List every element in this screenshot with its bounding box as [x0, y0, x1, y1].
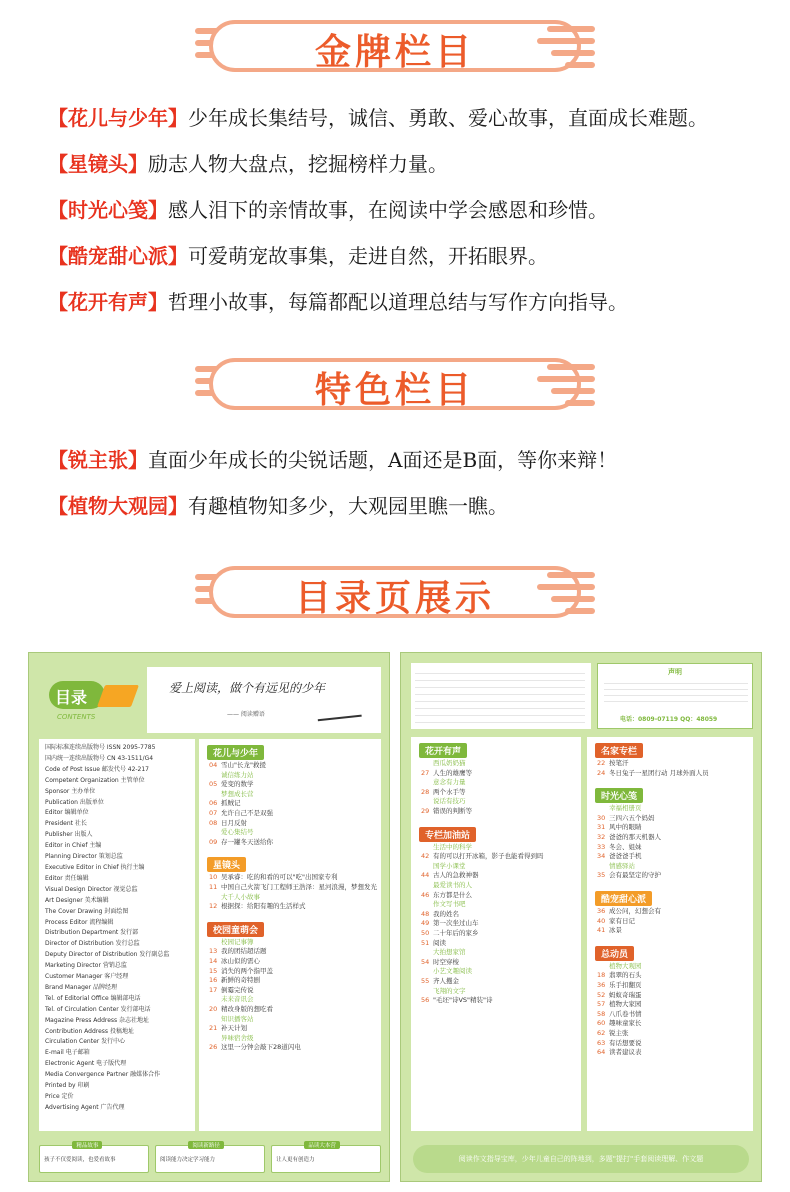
toc-page-number: 18	[597, 971, 606, 980]
masthead-panel	[39, 739, 195, 1131]
toc-page-number: 41	[597, 926, 606, 935]
toc-entry[interactable]	[421, 881, 472, 891]
footer-promo-box	[39, 1145, 149, 1173]
toc-entry[interactable]	[597, 852, 642, 862]
toc-section-head: 星镜头	[207, 857, 246, 872]
toc-entry-title: 错误的判断等	[433, 807, 472, 815]
toc-entry[interactable]	[597, 1010, 642, 1020]
book-icon	[97, 685, 139, 707]
masthead-line: Planning Director 策划总监	[45, 853, 123, 861]
toc-page-number: 44	[421, 871, 430, 880]
magazine-toc-spread	[28, 652, 768, 1182]
toc-page-number: 64	[597, 1048, 606, 1057]
toc-page-number: 26	[209, 1043, 218, 1052]
editorial-note	[411, 663, 591, 729]
toc-entry[interactable]	[597, 871, 661, 881]
toc-entry-title: 大拍想家馆	[433, 948, 466, 957]
column-entry	[48, 242, 548, 270]
toc-page-number: 58	[597, 1009, 606, 1018]
toc-page-left	[28, 652, 390, 1182]
toc-entry[interactable]	[421, 778, 466, 788]
toc-entry-title: 读者建议表	[609, 1048, 642, 1057]
toc-entry-title: 补天计划	[221, 1024, 247, 1033]
toc-entry[interactable]	[209, 1015, 254, 1025]
editorial-note-text	[415, 667, 585, 723]
promo-box-head: 精品故事	[72, 1141, 102, 1149]
toc-entry-title: 东方都是什么	[433, 890, 472, 899]
section-title: 特色栏目	[314, 370, 475, 411]
masthead-line: Process Editor 流程编辑	[45, 918, 114, 926]
toc-entry-title: 古人的急救神器	[433, 871, 479, 880]
toc-panel-right-a	[411, 737, 581, 1131]
toc-entry-title: 会有最坚定的守护	[609, 871, 661, 880]
notice-body	[604, 678, 748, 706]
toc-entry[interactable]	[209, 799, 241, 809]
masthead-line: Contribution Address 投稿地址	[45, 1027, 134, 1035]
toc-entry-title: 趣味童家长	[609, 1019, 642, 1028]
toc-entry[interactable]	[209, 893, 260, 903]
notice-title: 声明	[668, 668, 682, 676]
promo-box-text: 阅读能力决定学习能力	[160, 1157, 216, 1163]
toc-entry-title: 未来音讯会	[221, 995, 254, 1004]
masthead-line: Media Convergence Partner 融媒体合作	[45, 1071, 161, 1079]
toc-entry-title: 风中的眼睛	[609, 823, 642, 832]
toc-entry-title: 家有日记	[609, 916, 635, 925]
toc-section-head: 名家专栏	[595, 743, 643, 758]
column-tag: 【锐主张】	[48, 448, 148, 472]
toc-entry[interactable]	[209, 976, 260, 986]
toc-entry-title: 齐人攫金	[433, 977, 459, 985]
toc-page-number: 50	[421, 929, 430, 937]
banner-toc-display	[195, 560, 595, 626]
toc-entry-title: 日月反射	[221, 818, 247, 827]
toc-entry-title: 雪山"长龙"救援	[221, 761, 266, 769]
toc-entry[interactable]	[209, 761, 266, 771]
toc-entry-title: 幸福相册页	[609, 804, 642, 813]
column-tag: 【花儿与少年】	[48, 106, 188, 130]
toc-page-number: 07	[209, 809, 218, 817]
toc-entry-title: 意念有力量	[433, 778, 466, 787]
toc-page-number: 40	[597, 916, 606, 925]
toc-page-number: 17	[209, 985, 218, 994]
toc-entry-title: 蚂蚁奇瑞蛋	[609, 990, 642, 999]
toc-section-head: 专栏加油站	[419, 827, 476, 842]
toc-entry[interactable]	[209, 819, 247, 829]
toc-page-number: 32	[597, 833, 606, 841]
promo-box-head: 品读大本营	[304, 1141, 340, 1149]
toc-entry-title: 爸爸爸手机	[609, 852, 642, 861]
toc-page-number: 14	[209, 957, 218, 965]
toc-page-number: 12	[209, 902, 218, 911]
toc-entry-title: 异味宿舍级	[221, 1033, 254, 1042]
banner-feature-columns	[195, 352, 595, 418]
toc-entry[interactable]	[597, 769, 709, 779]
toc-page-number: 60	[597, 1019, 606, 1028]
toc-entry[interactable]	[597, 1029, 629, 1039]
toc-entry[interactable]	[209, 883, 377, 893]
toc-entry-title: 人生的雄鹰等	[433, 768, 472, 777]
toc-entry[interactable]	[421, 910, 459, 920]
toc-entry-title: 有话想要说	[609, 1038, 642, 1047]
toc-entry-title: 三四六五个妈妈	[609, 813, 655, 822]
toc-entry[interactable]	[421, 843, 472, 853]
toc-page-number: 27	[421, 768, 430, 777]
toc-page-number: 22	[597, 759, 606, 767]
toc-entry-title: 倒霉完传说	[221, 985, 254, 994]
masthead-line: Price 定价	[45, 1093, 74, 1100]
masthead-line: Tel. of Circulation Center 发行部电话	[45, 1005, 151, 1013]
toc-entry-title: 冰山似的需心	[221, 957, 260, 965]
masthead-line: Editor 责任编辑	[45, 874, 89, 882]
toc-entry-title: 二十年后的家乡	[433, 929, 479, 937]
toc-page-right	[400, 652, 762, 1182]
toc-page-number: 09	[209, 837, 218, 846]
toc-entry[interactable]	[421, 996, 493, 1006]
masthead-line: Magazine Press Address 杂志社地址	[45, 1016, 150, 1024]
toc-page-number: 34	[597, 852, 606, 861]
column-description: 有趣植物知多少，大观园里瞧一瞧。	[188, 494, 508, 518]
slogan-panel	[147, 667, 381, 733]
toc-page-number: 55	[421, 977, 430, 985]
toc-page-number: 52	[597, 990, 606, 999]
section-title: 金牌栏目	[314, 32, 475, 73]
toc-entry-title: 冬日兔子一星团行动 月球外面人员	[609, 768, 709, 777]
toc-entry[interactable]	[421, 807, 472, 817]
column-tag: 【酷宠甜心派】	[48, 244, 188, 268]
toc-entry[interactable]	[209, 1034, 254, 1044]
toc-entry[interactable]	[421, 797, 466, 807]
toc-entry-title: 存一罐冬天送给你	[221, 837, 273, 846]
toc-entry[interactable]	[209, 1024, 247, 1034]
right-footer-banner: 阅读作文指导宝库，少年儿童自己的阵地到，多题"提打"手套阅读理解、作文题	[413, 1145, 749, 1173]
toc-entry-title: 西瓜奶奶猫	[433, 759, 466, 767]
toc-entry-title: 消失的两个指甲盖	[221, 966, 273, 975]
toc-entry[interactable]	[209, 790, 254, 800]
toc-section-head: 花儿与少年	[207, 745, 264, 760]
toc-entry-title: 翡翠的石头	[609, 971, 642, 980]
toc-entry-title: "毛坯"诗VS"精装"诗	[433, 996, 493, 1005]
masthead-line: Publisher 出版人	[45, 831, 93, 839]
masthead-line: Sponsor 主办单位	[45, 787, 96, 795]
toc-entry-title: 爱心集结号	[221, 828, 254, 837]
masthead-line: Customer Manager 客户经理	[45, 973, 129, 981]
toc-entry-title: 新鲜的奇特剧	[221, 976, 260, 985]
toc-page-number: 28	[421, 787, 430, 796]
toc-entry-title: 我的姓名	[433, 909, 459, 918]
toc-entry-title: 允许自己不是双强	[221, 809, 273, 817]
masthead-line: President 社长	[45, 820, 87, 828]
toc-entry[interactable]	[421, 977, 459, 987]
signature-mark	[316, 701, 361, 722]
toc-page-number: 06	[209, 799, 218, 808]
column-description: 励志人物大盘点，挖掘榜样力量。	[148, 152, 448, 176]
masthead-line: 国际标准连续出版物号 ISSN 2095-7785	[45, 744, 156, 751]
toc-entry-title: 植物大家园	[609, 1000, 642, 1009]
masthead-line: Distribution Department 发行部	[45, 929, 139, 937]
toc-page-number: 63	[597, 1038, 606, 1047]
toc-entry[interactable]	[421, 929, 479, 939]
toc-entry-title: 时空穿梭	[433, 957, 459, 966]
toc-entry-title: 冬会、姐妹	[609, 842, 642, 851]
toc-page-number: 35	[597, 871, 606, 880]
toc-page-number: 10	[209, 873, 218, 882]
slogan-tagline: —— 阅读赠语	[227, 711, 265, 718]
toc-entry[interactable]	[597, 1019, 642, 1029]
masthead-line: Publication 出版单位	[45, 798, 104, 806]
column-tag: 【植物大观园】	[48, 494, 188, 518]
toc-entry[interactable]	[421, 871, 479, 881]
footer-promo-box	[155, 1145, 265, 1173]
toc-page-number: 04	[209, 761, 218, 769]
toc-entry-title: 梦想成长营	[221, 789, 254, 798]
masthead-line: Executive Editor in Chief 执行主编	[45, 863, 145, 871]
masthead-line: E-mail 电子邮箱	[45, 1049, 90, 1057]
toc-entry[interactable]	[209, 957, 260, 967]
toc-page-number: 21	[209, 1024, 218, 1033]
column-tag: 【时光心笺】	[48, 198, 168, 222]
promo-box-text: 让人更有创造力	[276, 1157, 315, 1163]
masthead-line: Marketing Director 营销总监	[45, 962, 127, 970]
toc-entry-title: 乐手扣翻页	[609, 981, 642, 989]
toc-entry[interactable]	[597, 1048, 642, 1058]
toc-entry-title: 小艺文趣阅读	[433, 967, 472, 976]
toc-entry[interactable]	[421, 769, 472, 779]
toc-entry-title: 第一次坐过山车	[433, 919, 479, 928]
toc-page-number: 62	[597, 1029, 606, 1037]
toc-entry[interactable]	[597, 814, 655, 824]
toc-entry[interactable]	[597, 1039, 642, 1049]
toc-page-number: 24	[597, 768, 606, 777]
toc-entry[interactable]	[209, 967, 273, 977]
toc-entry[interactable]	[597, 1000, 642, 1010]
toc-page-number: 36	[597, 907, 606, 915]
toc-entry-title: 情感驿站	[609, 861, 635, 870]
toc-page-number: 05	[209, 780, 218, 789]
toc-entry[interactable]	[209, 828, 254, 838]
column-entry	[48, 196, 608, 224]
toc-section-head: 酷宠甜心派	[595, 891, 652, 906]
toc-entry-title: 飞翔的文字	[433, 986, 466, 995]
masthead-line: The Cover Drawing 封面绘图	[45, 907, 129, 915]
footer-promo-box	[271, 1145, 381, 1173]
logo-text: 目录	[55, 688, 88, 707]
toc-entry[interactable]	[421, 900, 466, 910]
toc-entry-title: 锐主张	[609, 1029, 629, 1037]
section-title: 目录页展示	[294, 578, 495, 619]
toc-entry-title: 这里一分钟会敲下28道闪电	[221, 1043, 301, 1052]
toc-entry-title: 诚信练力站	[221, 770, 254, 779]
banner-gold-columns	[195, 14, 595, 80]
toc-entry-title: 最爱读书的人	[433, 881, 472, 889]
toc-entry[interactable]	[209, 938, 254, 948]
column-description: 少年成长集结号，诚信、勇敢、爱心故事，直面成长难题。	[188, 106, 708, 130]
masthead-line: Printed by 印刷	[45, 1082, 90, 1090]
toc-entry-title: 植物大观园	[609, 961, 642, 970]
masthead-line: 国内统一连续出版物号 CN 43-1511/G4	[45, 754, 154, 762]
masthead-line: Editor in Chief 主编	[45, 842, 102, 850]
toc-entry-title: 吴承睿：吃的和看的可以"吃"出国家专利	[221, 873, 338, 882]
toc-entry-title: 两个水手等	[433, 787, 466, 796]
toc-entry[interactable]	[421, 862, 466, 872]
toc-page-number: 13	[209, 947, 218, 956]
toc-entry-title: 中国自己火箭飞门工程师王浩泽：星河浪漫，梦想发光	[221, 883, 377, 891]
toc-entry-title: 生活中的科学	[433, 842, 472, 851]
toc-page-number: 16	[209, 976, 218, 985]
toc-entry[interactable]	[209, 873, 337, 883]
toc-page-number: 15	[209, 966, 218, 975]
toc-entry[interactable]	[597, 981, 642, 991]
toc-entry-title: 阅读	[433, 938, 446, 947]
toc-page-number: 42	[421, 852, 430, 861]
column-tag: 【星镜头】	[48, 152, 148, 176]
masthead-line: Tel. of Editorial Office 编辑部电话	[45, 994, 141, 1002]
promo-box-text: 孩子不仅爱阅读，也爱看故事	[44, 1157, 116, 1163]
logo-subtitle: CONTENTS	[57, 713, 96, 721]
toc-entry[interactable]	[209, 771, 254, 781]
toc-page-number: 30	[597, 813, 606, 822]
column-entry	[48, 446, 617, 474]
toc-entry[interactable]	[421, 948, 466, 958]
toc-entry-title: 大千人小故事	[221, 892, 260, 901]
toc-entry-title: 作文写书吧	[433, 900, 466, 909]
toc-page-number: 11	[209, 883, 218, 891]
toc-page-number: 54	[421, 957, 430, 966]
masthead-line: Deputy Director of Distribution 发行副总监	[45, 951, 170, 959]
toc-entry[interactable]	[209, 947, 267, 957]
column-description: 可爱萌宠故事集，走进自然，开拓眼界。	[188, 244, 548, 268]
toc-entry[interactable]	[597, 843, 642, 853]
toc-page-number: 56	[421, 996, 430, 1005]
column-entry	[48, 492, 508, 520]
toc-entry[interactable]	[597, 823, 642, 833]
toc-entry[interactable]	[421, 852, 544, 862]
toc-entry-title: 爸爸的那天机器人	[609, 833, 661, 841]
toc-entry[interactable]	[597, 833, 661, 843]
toc-entry[interactable]	[209, 809, 273, 819]
column-description: 感人泪下的亲情故事，在阅读中学会感恩和珍惜。	[168, 198, 608, 222]
toc-page-number: 51	[421, 938, 430, 947]
masthead-line: Competent Organization 主管单位	[45, 776, 145, 784]
toc-entry-title: 知识播客站	[221, 1014, 254, 1023]
masthead-line: Art Designer 美术编辑	[45, 896, 109, 904]
toc-section-head: 时光心笺	[595, 788, 643, 803]
notice-box	[597, 663, 753, 729]
masthead-line: Advertising Agent 广告代理	[45, 1103, 125, 1111]
toc-entry[interactable]	[421, 958, 459, 968]
masthead-line: Brand Manager 品牌经理	[45, 983, 117, 991]
slogan-text: 爱上阅读，做个有远见的少年	[169, 681, 326, 695]
toc-section-head: 花开有声	[419, 743, 467, 758]
notice-tel: 电话：0809-07119 QQ：48059	[620, 716, 718, 723]
toc-page-number: 36	[597, 981, 606, 989]
promo-box-head: 阅读新路径	[188, 1141, 224, 1149]
toc-entry-title: 八爪卷书情	[609, 1009, 642, 1018]
masthead-line: Visual Design Director 视觉总监	[45, 885, 138, 893]
toc-entry[interactable]	[597, 759, 629, 769]
toc-page-number: 31	[597, 823, 606, 832]
column-entry	[48, 150, 448, 178]
toc-entry[interactable]	[597, 991, 642, 1001]
toc-entry[interactable]	[421, 759, 466, 769]
toc-entry[interactable]	[421, 939, 446, 949]
toc-entry-title: 冰景	[609, 926, 622, 935]
toc-entry[interactable]	[421, 788, 466, 798]
toc-entry-title: 精改身版的想吃看	[221, 1005, 273, 1013]
toc-entry[interactable]	[597, 962, 642, 972]
toc-entry[interactable]	[597, 862, 635, 872]
toc-entry[interactable]	[597, 917, 635, 927]
toc-page-number: 20	[209, 1005, 218, 1013]
toc-page-number: 49	[421, 919, 430, 928]
toc-entry[interactable]	[209, 902, 306, 912]
column-entry	[48, 288, 628, 316]
column-tag: 【花开有声】	[48, 290, 168, 314]
toc-entry-title: 国学小课堂	[433, 861, 466, 870]
toc-entry[interactable]	[209, 1005, 273, 1015]
toc-entry[interactable]	[209, 1043, 301, 1053]
toc-entry-title: 说话有技巧	[433, 797, 466, 806]
toc-entry[interactable]	[597, 926, 622, 936]
toc-entry-title: 我的团结超话题	[221, 947, 267, 956]
column-entry	[48, 104, 708, 132]
toc-entry-title: 有的可以打开冰箱，影子也能看得到吗	[433, 852, 544, 861]
column-description: 哲理小故事，每篇都配以道理总结与写作方向指导。	[168, 290, 628, 314]
toc-page-number: 33	[597, 842, 606, 851]
toc-entry[interactable]	[597, 971, 642, 981]
toc-page-number: 57	[597, 1000, 606, 1009]
toc-entry-title: 抓贼记	[221, 799, 241, 808]
toc-entry-title: 爱变的数学	[221, 780, 254, 789]
toc-panel-right-b	[587, 737, 753, 1131]
toc-page-number: 46	[421, 890, 430, 899]
toc-page-number: 08	[209, 818, 218, 827]
toc-section-head: 校园童萌会	[207, 922, 264, 937]
masthead-line: Electronic Agent 电子版代理	[45, 1060, 127, 1068]
toc-entry[interactable]	[209, 838, 273, 848]
toc-page-number: 29	[421, 807, 430, 815]
column-description: 直面少年成长的尖锐话题，A面还是B面，等你来辩！	[148, 448, 618, 472]
masthead-line: Director of Distribution 发行总监	[45, 940, 140, 948]
toc-entry[interactable]	[421, 891, 472, 901]
masthead-line: Circulation Center 发行中心	[45, 1038, 126, 1046]
toc-page-number: 48	[421, 909, 430, 918]
toc-entry[interactable]	[421, 967, 472, 977]
toc-entry-title: 成公问，幻想会有	[609, 907, 661, 915]
toc-entry[interactable]	[597, 907, 661, 917]
toc-entry[interactable]	[421, 987, 466, 997]
toc-entry[interactable]	[597, 804, 642, 814]
masthead-line: Code of Post Issue 邮发代号 42-217	[45, 765, 150, 773]
toc-entry[interactable]	[209, 780, 254, 790]
toc-entry[interactable]	[209, 995, 254, 1005]
toc-entry-title: 按笔汗	[609, 759, 629, 767]
toc-section-head: 总动员	[595, 946, 634, 961]
toc-entry[interactable]	[209, 986, 254, 996]
toc-entry-title: 根据探：给阳有趣的生活样式	[221, 902, 306, 911]
contents-logo	[43, 671, 143, 727]
toc-entry-title: 校园记事簿	[221, 937, 254, 946]
toc-panel-left	[199, 739, 381, 1131]
toc-entry[interactable]	[421, 919, 479, 929]
masthead-line: Editor 编辑单位	[45, 809, 89, 817]
